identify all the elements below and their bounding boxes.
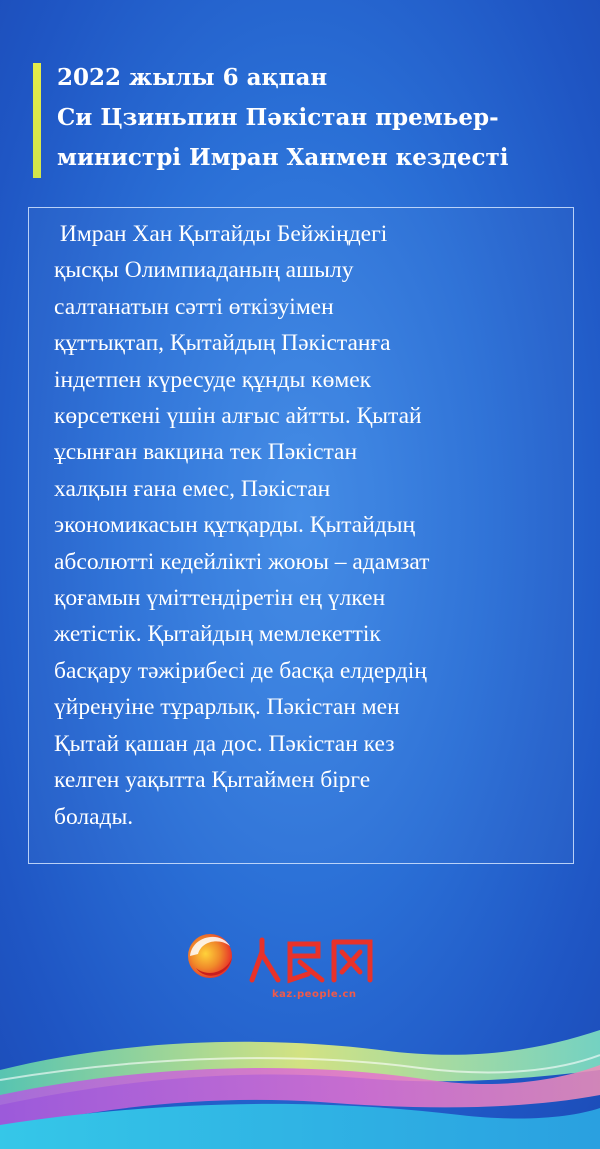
decorative-waves bbox=[0, 1010, 600, 1149]
title-line-2: министрі Имран Ханмен кездесті bbox=[57, 144, 509, 171]
article-line: экономикасын құтқарды. Қытайдың bbox=[54, 512, 416, 539]
article-line: қысқы Олимпиаданың ашылу bbox=[54, 257, 354, 284]
page-title bbox=[57, 58, 577, 178]
article-line: салтанатын сәтті өткізуімен bbox=[54, 293, 334, 320]
title-date: 2022 жылы 6 ақпан bbox=[57, 64, 328, 91]
article-line: басқару тәжірибесі де басқа елдердің bbox=[54, 657, 427, 684]
article-line: үйренуіне тұрарлық. Пәкістан мен bbox=[54, 694, 400, 721]
article-line: болады. bbox=[54, 803, 134, 830]
article-line: халқын ғана емес, Пәкістан bbox=[54, 475, 331, 502]
article-line: құттықтап, Қытайдың Пәкістанға bbox=[54, 330, 391, 357]
article-line: Қытай қашан да дос. Пәкістан кез bbox=[54, 730, 395, 757]
article-line: абсолютті кедейлікті жоюы – адамзат bbox=[54, 548, 430, 575]
article-line: қоғамын үміттендіретін ең үлкен bbox=[54, 585, 386, 612]
accent-bar bbox=[33, 63, 41, 178]
title-line-1: Си Цзиньпин Пәкістан премьер- bbox=[57, 104, 499, 131]
article-line: келген уақытта Қытаймен бірге bbox=[54, 767, 371, 794]
site-url[interactable]: kaz.people.cn bbox=[272, 989, 357, 1000]
article-line: жетістік. Қытайдың мемлекеттік bbox=[54, 621, 381, 648]
article-text bbox=[54, 216, 574, 835]
article-line: ұсынған вакцина тек Пәкістан bbox=[54, 439, 358, 466]
article-line: Имран Хан Қытайды Бейжіңдегі bbox=[54, 221, 388, 247]
article-line: көрсеткені үшін алғыс айтты. Қытай bbox=[54, 403, 422, 430]
article-line: індетпен күресуде құнды көмек bbox=[54, 366, 372, 393]
